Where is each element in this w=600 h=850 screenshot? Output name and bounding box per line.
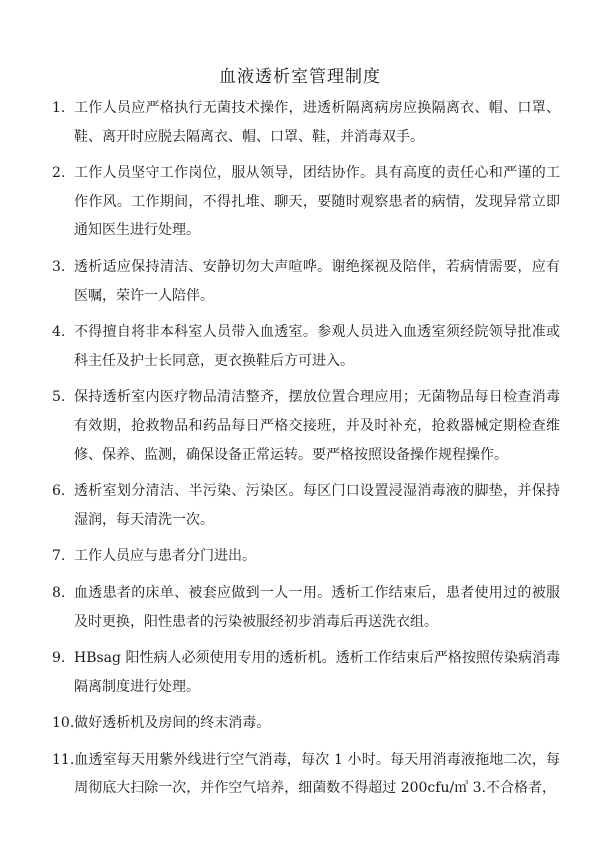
rule-number: 9. bbox=[52, 650, 66, 667]
rule-number: 5. bbox=[52, 389, 66, 406]
rule-item bbox=[52, 644, 560, 701]
rule-item bbox=[52, 709, 560, 738]
rule-number: 2. bbox=[52, 165, 66, 182]
rule-item bbox=[52, 318, 560, 375]
rules-list bbox=[52, 94, 560, 811]
rule-text: 不得擅自将非本科室人员带入血透室。参观人员进入血透室须经院领导批准或科主任及护士长同意，更衣换鞋后方可进入。 bbox=[74, 324, 560, 369]
rule-item bbox=[52, 253, 560, 310]
rule-number: 6. bbox=[52, 483, 66, 500]
rule-text: 血透室每天用紫外线进行空气消毒，每次 1 小时。每天用消毒液拖地二次，每周彻底大扫除一次，并作空气培养，细菌数不得超过 200cfu/㎥ 3.不合格者， bbox=[74, 751, 560, 797]
rule-item bbox=[52, 542, 560, 571]
rule-text: 工作人员应与患者分门进出。 bbox=[74, 548, 256, 565]
rule-item bbox=[52, 477, 560, 534]
rule-item bbox=[52, 579, 560, 636]
rule-number: 4. bbox=[52, 324, 66, 341]
rule-number: 11. bbox=[52, 751, 75, 768]
rule-text: 透析适应保持清洁、安静切勿大声喧哗。谢绝探视及陪伴，若病情需要，应有医嘱，荣许一人陪伴。 bbox=[74, 258, 560, 304]
rule-text: 血透患者的床单、被套应做到一人一用。透析工作结束后，患者使用过的被服及时更换，阳性患者的污染被服经初步消毒后再送洗衣组。 bbox=[74, 584, 560, 630]
rule-number: 7. bbox=[52, 548, 66, 565]
rule-item bbox=[52, 159, 560, 245]
rule-text: HBsag 阳性病人必须使用专用的透析机。透析工作结束后严格按照传染病消毒隔离制度进行处理。 bbox=[74, 650, 560, 695]
rule-text: 工作人员应严格执行无菌技术操作，进透析隔离病房应换隔离衣、帽、口罩、鞋、离开时应脱去隔离衣、帽、口罩、鞋，并消毒双手。 bbox=[74, 100, 560, 145]
rule-number: 3. bbox=[52, 258, 66, 275]
rule-text: 工作人员坚守工作岗位，服从领导，团结协作。具有高度的责任心和严谨的工作作风。工作期间，不得扎堆、聊天，要随时观察患者的病情，发现异常立即通知医生进行处理。 bbox=[74, 165, 560, 239]
rule-text: 透析室划分清洁、半污染、污染区。每区门口设置浸湿消毒液的脚垫，并保持湿润，每天清洗一次。 bbox=[74, 483, 560, 528]
rule-item bbox=[52, 746, 560, 803]
rule-text: 做好透析机及房间的终末消毒。 bbox=[74, 715, 271, 732]
rule-number: 1. bbox=[52, 100, 66, 116]
rule-text: 保持透析室内医疗物品清洁整齐，摆放位置合理应用；无菌物品每日检查消毒有效期，抢救物品和药品每日严格交接班，并及时补充，抢救器械定期检查维修、保养、监测，确保设备正常运转。要严格按照设备操作规程操作。 bbox=[74, 389, 560, 463]
rule-number: 10. bbox=[52, 715, 75, 732]
rule-number: 8. bbox=[52, 584, 66, 601]
rule-item bbox=[52, 94, 560, 151]
page-title: 血液透析室管理制度 bbox=[219, 67, 381, 87]
rule-item bbox=[52, 383, 560, 469]
